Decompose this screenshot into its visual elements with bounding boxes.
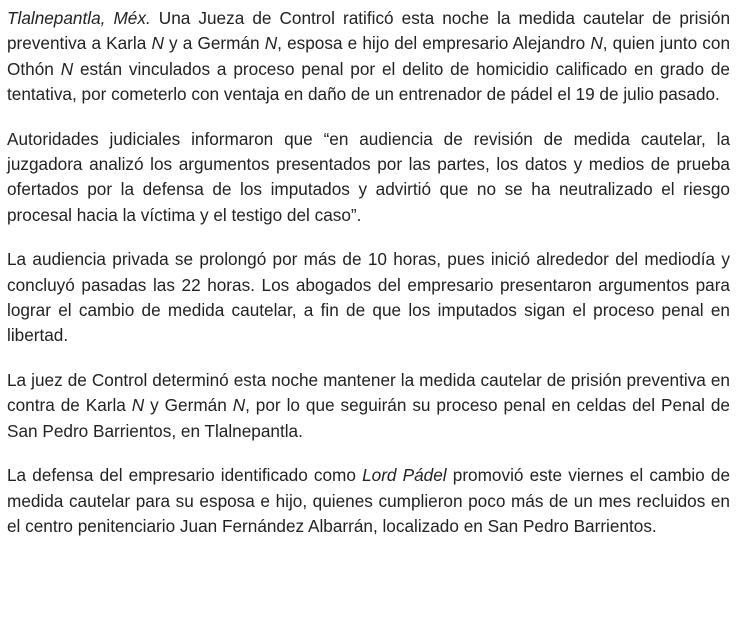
italic-text: N xyxy=(264,33,278,54)
italic-text: N xyxy=(60,58,74,79)
text-run: La juez de Control determinó esta noche mantener la medida cautelar de prisión preventiva en contra de Karla xyxy=(7,369,730,416)
text-run: Autoridades judiciales informaron que “en audiencia de revisión de medida cautelar, la juzgadora analizó los argumentos presentados por las partes, los datos y medios de prueba ofertados por la defensa de los imputados y advirtió que no se ha neutralizado el riesgo procesal hacia la víctima y el testigo del caso”. xyxy=(7,128,730,225)
italic-text: N xyxy=(232,395,246,416)
text-run: y Germán xyxy=(144,395,233,416)
text-run: están vinculados a proceso penal por el delito de homicidio calificado en grado de tentativa, por cometerlo con ventaja en daño de un entrenador de pádel el 19 de julio pasado. xyxy=(7,58,730,105)
text-run: , por lo que seguirán su proceso penal en celdas del Penal de San Pedro Barrientos, en Tlalnepantla. xyxy=(7,395,730,441)
article-body xyxy=(0,6,738,539)
paragraph xyxy=(7,368,730,444)
text-run: La audiencia privada se prolongó por más de 10 horas, pues inició alrededor del mediodía y concluyó pasadas las 22 horas. Los abogados del empresario presentaron argumentos para lograr el cambio de medida cautelar, a fin de que los imputados sigan el proceso penal en libertad. xyxy=(7,249,730,346)
italic-text: N xyxy=(151,33,164,54)
italic-text: N xyxy=(590,33,603,54)
text-run: Una Jueza de Control ratificó esta noche la medida cautelar de prisión preventiva a Karla xyxy=(7,8,730,54)
paragraph xyxy=(7,127,730,229)
italic-text: N xyxy=(131,395,145,416)
paragraph xyxy=(7,463,730,539)
italic-text: Tlalnepantla, Méx. xyxy=(7,8,151,28)
text-run: La defensa del empresario identificado como xyxy=(7,465,363,486)
paragraph xyxy=(7,247,730,349)
italic-text: Lord Pádel xyxy=(362,465,447,486)
paragraph xyxy=(7,6,730,108)
text-run: promovió este viernes el cambio de medida cautelar para su esposa e hijo, quienes cumplieron poco más de un mes recluidos en el centro penitenciario Juan Fernández Albarrán, localizado en San Pedro Barrientos. xyxy=(7,465,731,536)
text-run: , quien junto con Othón xyxy=(7,33,731,79)
text-run: , esposa e hijo del empresario Alejandro xyxy=(277,33,591,54)
text-run: y a Germán xyxy=(163,33,265,54)
